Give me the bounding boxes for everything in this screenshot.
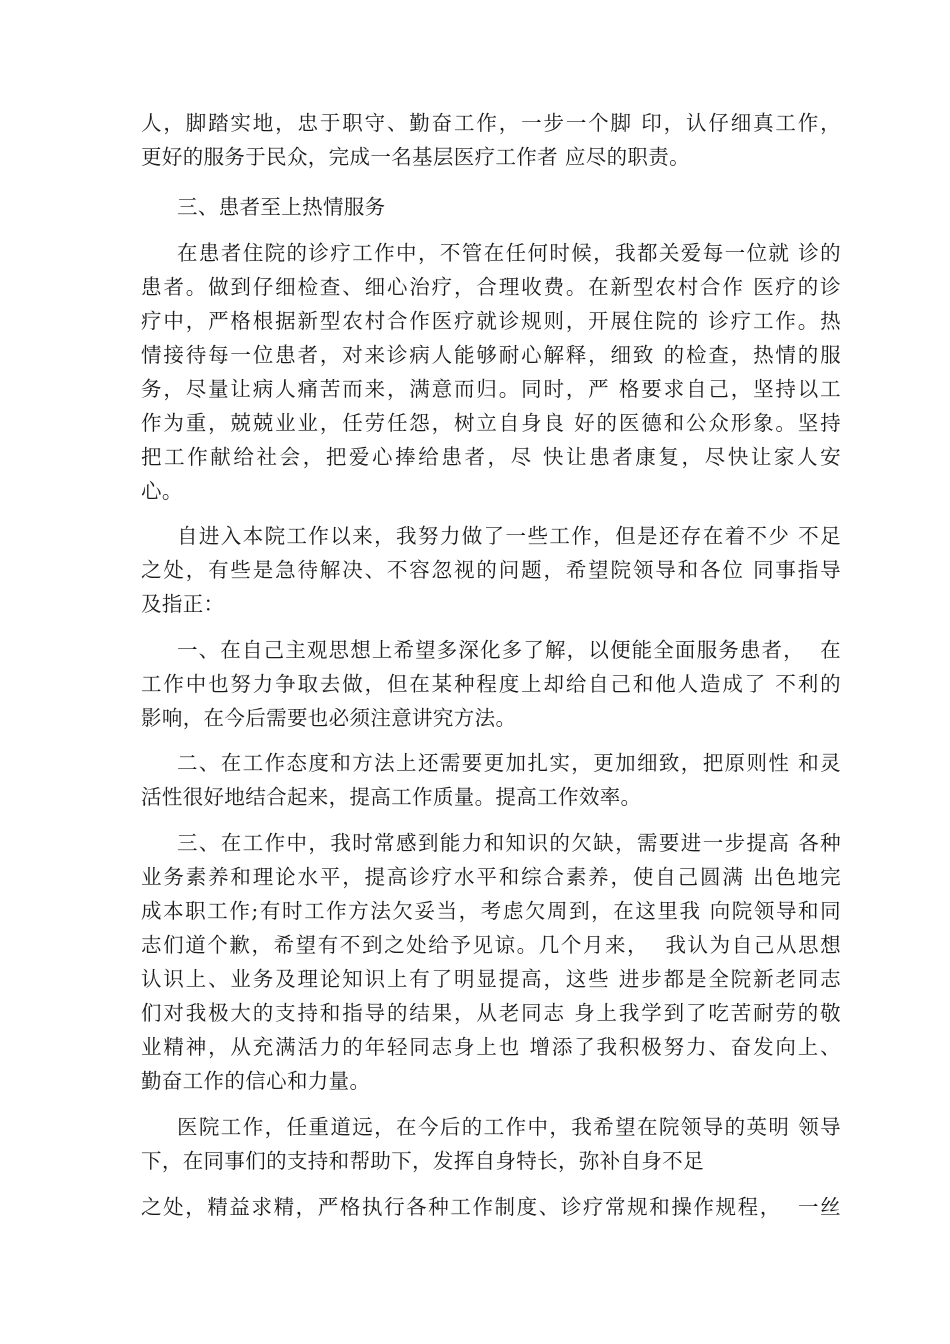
text-line: 认识上、业务及理论知识上有了明显提高，这些 进步都是全院新老同志 [141,967,841,991]
text-line: 业精神，从充满活力的年轻同志身上也 增添了我积极努力、奋发向上、 [141,1035,841,1059]
text-line: 务，尽量让病人痛苦而来，满意而归。同时，严 格要求自己，坚持以工 [141,377,841,401]
text-line: 心。 [141,479,183,503]
section-heading: 三、患者至上热情服务 [177,195,386,219]
text-line: 三、在工作中，我时常感到能力和知识的欠缺，需要进一步提高 各种 [177,831,841,855]
text-line: 及指正： [141,592,225,616]
text-line: 二、在工作态度和方法上还需要更加扎实，更加细致，把原则性 和灵 [177,751,841,775]
text-line: 们对我极大的支持和指导的结果，从老同志 身上我学到了吃苦耐劳的敬 [141,1001,841,1025]
text-line: 之处，精益求精，严格执行各种工作制度、诊疗常规和操作规程， 一丝 [141,1195,841,1219]
text-line: 勤奋工作的信心和力量。 [141,1069,371,1093]
text-line: 患者。做到仔细检查、细心治疗，合理收费。在新型农村合作 医疗的诊 [141,275,841,299]
text-line: 作为重，兢兢业业，任劳任怨，树立自身良 好的医德和公众形象。坚持 [141,411,841,435]
text-line: 更好的服务于民众，完成一名基层医疗工作者 应尽的职责。 [141,145,690,169]
text-line: 疗中，严格根据新型农村合作医疗就诊规则，开展住院的 诊疗工作。热 [141,309,841,333]
text-line: 医院工作，任重道远，在今后的工作中，我希望在院领导的英明 领导 [177,1115,841,1139]
text-line: 工作中也努力争取去做，但在某种程度上却给自己和他人造成了 不利的 [141,672,841,696]
text-line: 活性很好地结合起来，提高工作质量。提高工作效率。 [141,785,642,809]
text-line: 把工作献给社会，把爱心捧给患者，尽 快让患者康复，尽快让家人安 [141,445,841,469]
text-line: 志们道个歉，希望有不到之处给予见谅。几个月来， 我认为自己从思想 [141,933,841,957]
text-line: 成本职工作;有时工作方法欠妥当，考虑欠周到，在这里我 向院领导和同 [141,899,841,923]
text-line: 业务素养和理论水平，提高诊疗水平和综合素养，使自己圆满 出色地完 [141,865,841,889]
text-line: 一、在自己主观思想上希望多深化多了解，以便能全面服务患者， 在 [177,638,841,662]
text-line: 自进入本院工作以来，我努力做了一些工作，但是还存在着不少 不足 [177,524,841,548]
text-line: 之处，有些是急待解决、不容忽视的问题，希望院领导和各位 同事指导 [141,558,841,582]
text-line: 情接待每一位患者，对来诊病人能够耐心解释，细致 的检查，热情的服 [141,343,841,367]
text-line: 人，脚踏实地，忠于职守、勤奋工作，一步一个脚 印，认仔细真工作， [141,111,841,135]
text-line: 影响，在今后需要也必须注意讲究方法。 [141,706,517,730]
text-line: 在患者住院的诊疗工作中，不管在任何时候，我都关爱每一位就 诊的 [177,241,841,265]
text-line: 下，在同事们的支持和帮助下，发挥自身特长，弥补自身不足 [141,1149,704,1173]
